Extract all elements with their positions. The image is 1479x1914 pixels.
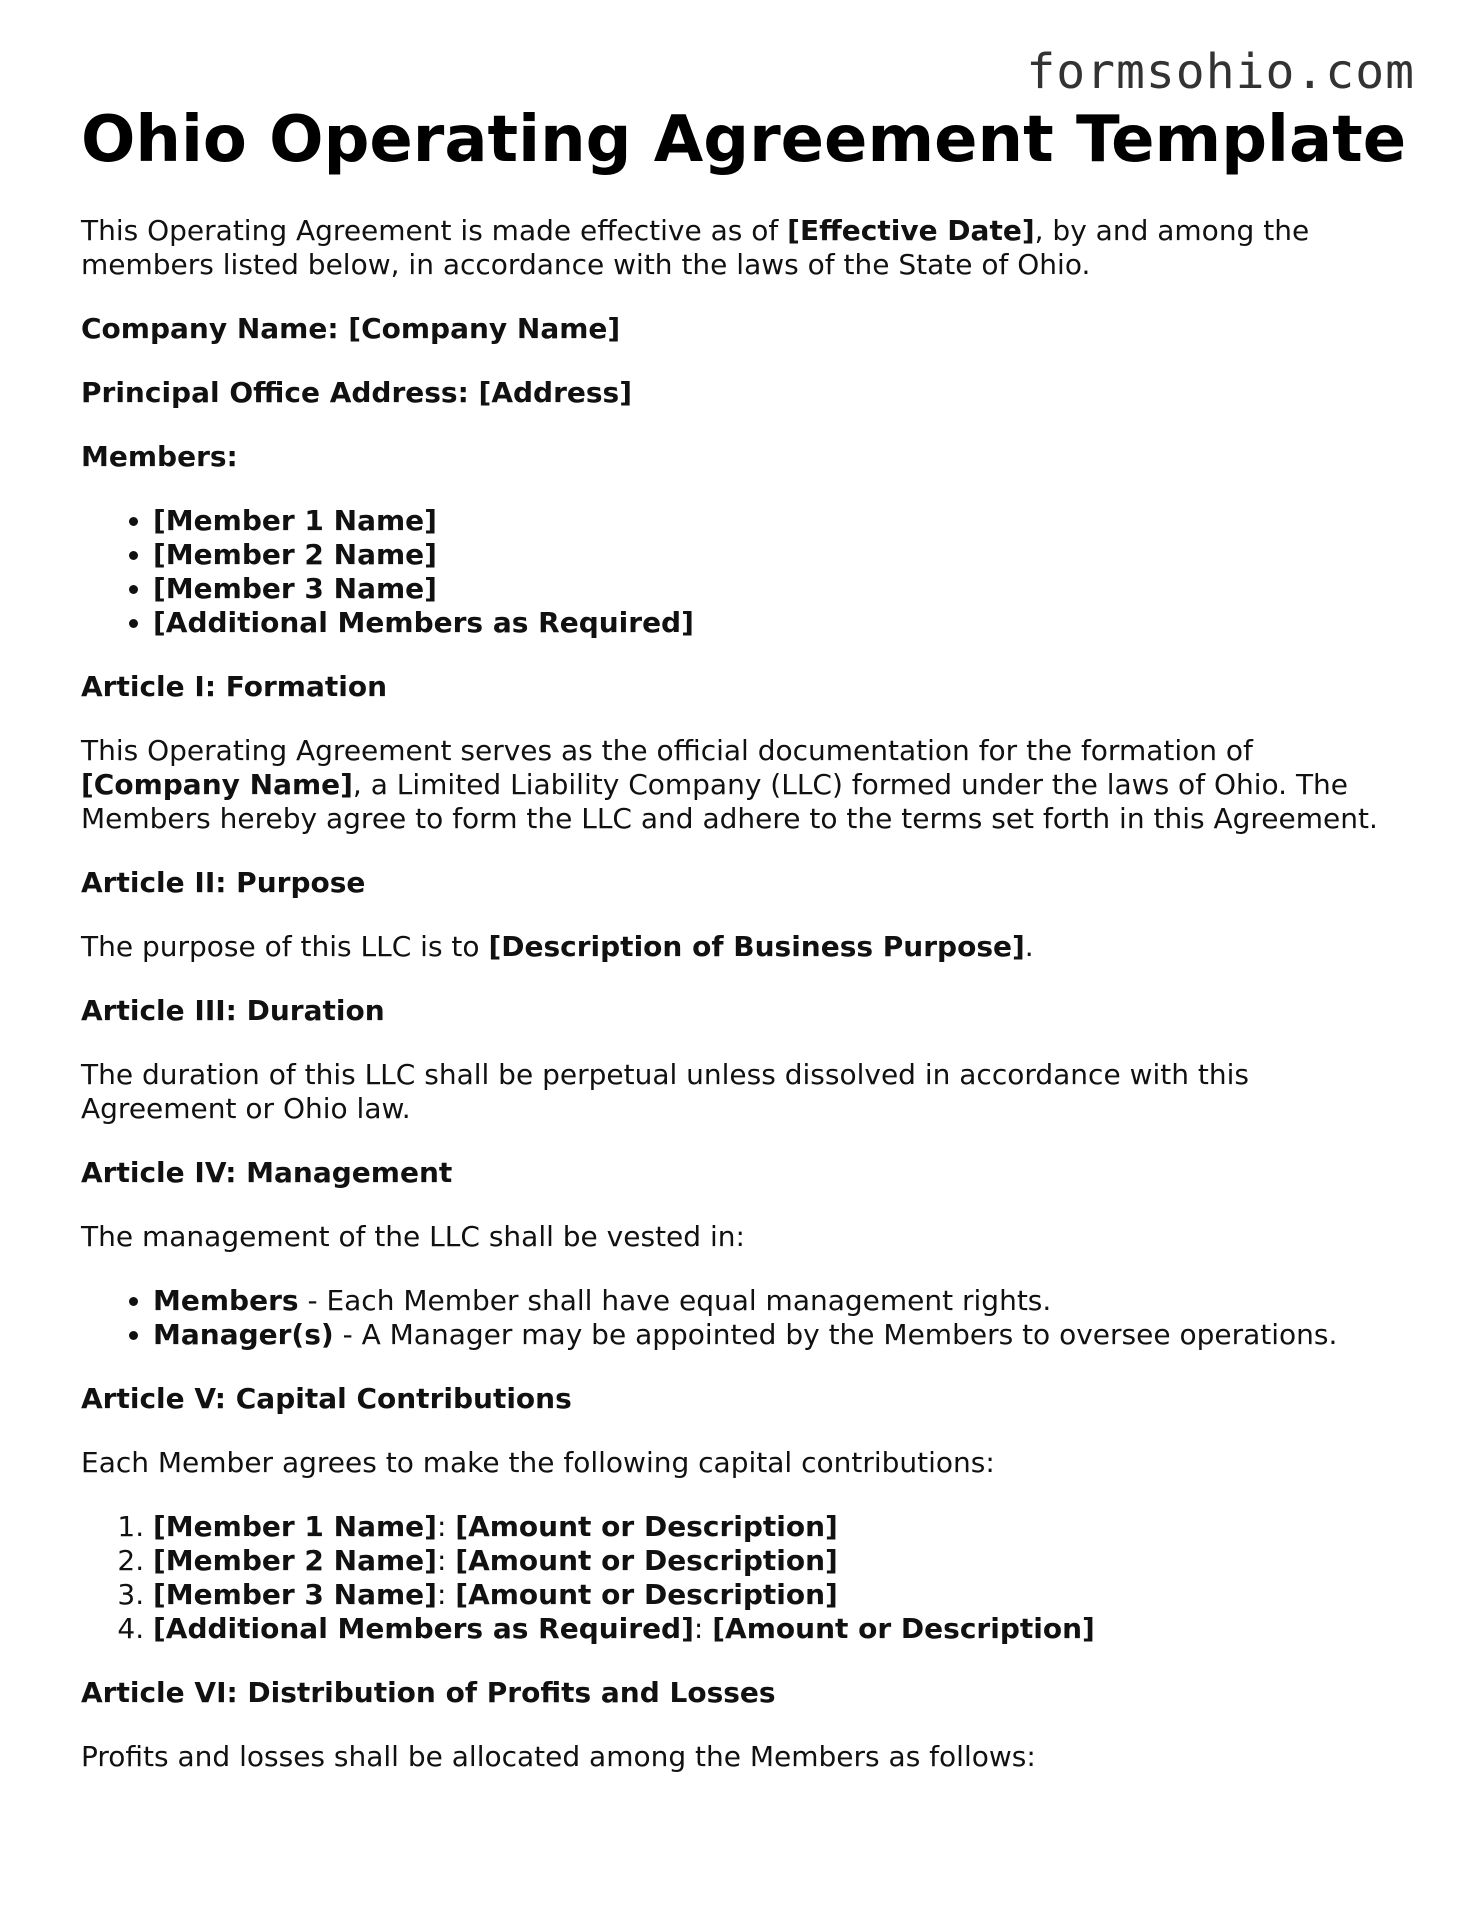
members-label: Members: bbox=[81, 439, 238, 473]
purpose-placeholder: [Description of Business Purpose] bbox=[488, 929, 1025, 963]
effective-date-field: [Effective Date] bbox=[787, 213, 1035, 247]
address-field: Principal Office Address: [Address] bbox=[81, 375, 633, 409]
list-item: • [Additional Members as Required] bbox=[153, 606, 1411, 640]
list-item: • Manager(s) - A Manager may be appointed by the Members to oversee operations. bbox=[153, 1318, 1411, 1352]
article-2-text: The purpose of this LLC is to [Description of Business Purpose]. bbox=[81, 929, 1034, 963]
article-2-heading: Article II: Purpose bbox=[81, 865, 366, 899]
article-5-text: Each Member agrees to make the following capital contributions: bbox=[81, 1445, 995, 1479]
list-item: • [Member 3 Name] bbox=[153, 572, 1411, 606]
list-item: 3. [Member 3 Name]: [Amount or Description] bbox=[153, 1578, 1411, 1612]
list-item: 4. [Additional Members as Required]: [Amount or Description] bbox=[153, 1612, 1411, 1646]
management-options-list bbox=[81, 1284, 1411, 1352]
contributions-list bbox=[81, 1510, 1411, 1646]
list-item: 1. [Member 1 Name]: [Amount or Description] bbox=[153, 1510, 1411, 1544]
article-3-text: The duration of this LLC shall be perpetual unless dissolved in accordance with this Agreement or Ohio law. bbox=[81, 1057, 1249, 1125]
article-3-heading: Article III: Duration bbox=[81, 993, 385, 1027]
company-name-field: Company Name: [Company Name] bbox=[81, 311, 621, 345]
site-watermark: formsohio.com bbox=[1026, 44, 1415, 100]
article-1-text: This Operating Agreement serves as the official documentation for the formation of [Company Name], a Limited Liability Company (LLC) formed under the laws of Ohio. The Members hereby agree to form the LLC and adhere to the terms set forth in this Agreement. bbox=[81, 733, 1378, 835]
members-list bbox=[81, 504, 1411, 640]
company-name-placeholder: [Company Name] bbox=[81, 767, 353, 801]
intro-pre: This Operating Agreement is made effective as of bbox=[81, 213, 788, 247]
article-5-heading: Article V: Capital Contributions bbox=[81, 1381, 572, 1415]
intro-post: , by and among the members listed below, in accordance with the laws of the State of Ohio. bbox=[81, 213, 1310, 281]
list-item: • [Member 1 Name] bbox=[153, 504, 1411, 538]
list-item: 2. [Member 2 Name]: [Amount or Description] bbox=[153, 1544, 1411, 1578]
article-4-heading: Article IV: Management bbox=[81, 1155, 453, 1189]
intro-paragraph bbox=[81, 214, 1411, 282]
list-item: • [Member 2 Name] bbox=[153, 538, 1411, 572]
article-1-heading: Article I: Formation bbox=[81, 669, 388, 703]
document-body bbox=[81, 104, 1411, 1804]
article-6-text: Profits and losses shall be allocated among the Members as follows: bbox=[81, 1739, 1036, 1773]
article-6-heading: Article VI: Distribution of Profits and Losses bbox=[81, 1675, 776, 1709]
list-item: • Members - Each Member shall have equal management rights. bbox=[153, 1284, 1411, 1318]
article-4-text: The management of the LLC shall be vested in: bbox=[81, 1219, 745, 1253]
page-title: Ohio Operating Agreement Template bbox=[81, 103, 1407, 177]
